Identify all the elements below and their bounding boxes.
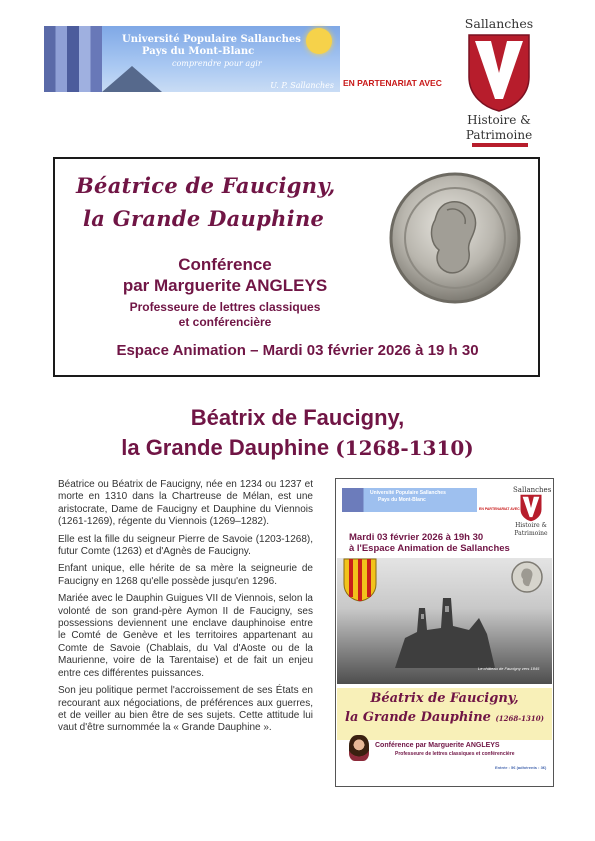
partnership-label: EN PARTENARIAT AVEC: [343, 78, 442, 88]
conference-label: Conférence: [178, 255, 272, 274]
up-logo-line2: Pays du Mont-Blanc: [142, 46, 255, 57]
castle-ruin-icon: [395, 588, 495, 668]
mountain-icon: [102, 66, 162, 92]
poster-date-1: Mardi 03 février 2026 à 19h 30: [349, 532, 484, 543]
poster-script-2: [337, 710, 552, 725]
shield-v-icon: [467, 33, 531, 113]
event-script-title-2: la Grande Dauphine: [83, 206, 325, 231]
poster-partner-label: EN PARTENARIAT AVEC: [479, 507, 520, 511]
speaker-profession-2: et conférencière: [178, 315, 272, 329]
poster-sh-title: Sallanches: [513, 486, 552, 494]
bio-paragraph: Son jeu politique permet l'accroissement de ses États en recourant aux négociations, de préférences aux guerres, et de veiller au bien être de ses sujets. Cette attitude lui vaut d'être surnommée la « Grande Dauphine ».: [58, 685, 313, 734]
poster-entry-fee: Entrée : 5€ (adhérents : 3€): [495, 765, 547, 770]
poster-conference: Conférence par Marguerite ANGLEYS: [375, 742, 500, 749]
up-logo-tagline: comprendre pour agir: [172, 59, 262, 68]
bio-paragraph: Béatrice ou Béatrix de Faucigny, née en 1234 ou 1237 et morte en 1310 dans la Chartreuse de Mélan, est une aristocrate, Dame de Faucigny et Dauphine du Viennois (1261-1269), régente du Viennois (1269–1282).: [58, 479, 313, 528]
seal-image: [387, 170, 523, 306]
sh-logo-sub1: Histoire &: [467, 113, 531, 127]
event-place-date: Espace Animation – Mardi 03 février 2026 à 19 h 30: [116, 342, 479, 359]
poster-script-2-text: la Grande Dauphine: [345, 710, 491, 725]
up-logo-line1: Université Populaire Sallanches: [122, 34, 301, 45]
speaker-profession-1: Professeure de lettres classiques: [129, 300, 321, 314]
sun-icon: [306, 28, 332, 54]
up-sallanches-logo: [44, 26, 340, 92]
article-title-years: (1268-1310): [335, 436, 474, 460]
article-title-2-text: la Grande Dauphine: [121, 435, 330, 460]
bio-paragraph: Elle est la fille du seigneur Pierre de Savoie (1203-1268), futur Comte (1263) et d'Agnès de Faucigny.: [58, 533, 313, 558]
speaker-portrait: [349, 735, 369, 761]
poster-up-line2: Pays du Mont-Blanc: [378, 497, 426, 503]
poster-script-years: (1268-1310): [495, 714, 544, 723]
up-logo-signature: U. P. Sallanches: [270, 81, 334, 90]
article-title-1: Béatrix de Faucigny,: [190, 405, 405, 430]
bio-paragraph: Mariée avec le Dauphin Guigues VII de Viennois, selon la volonté de son grand-père Aymon II de Faucigny, ses possessions deviennent une enclave dauphinoise entre le Comté de Genève et les territoires appartenant au Comte de Savoie (Chablais, du Val d'Aoste ou de la Maurienne, voire de la Tarentaise) et de fait un enjeu entre ces différentes puissances.: [58, 593, 313, 679]
poster-photo-caption: Le château de Faucigny vers 1845: [478, 666, 540, 671]
poster-profession: Professeure de lettres classiques et conférencière: [395, 751, 515, 757]
speaker-name: par Marguerite ANGLEYS: [122, 276, 328, 295]
sh-logo-underline: [472, 143, 528, 147]
event-script-title-1: Béatrice de Faucigny,: [76, 173, 336, 198]
poster-script-1: Béatrix de Faucigny,: [370, 691, 519, 706]
sh-logo-title: Sallanches: [464, 16, 534, 31]
up-logo-banner: [102, 26, 340, 92]
coat-of-arms-icon: [343, 558, 377, 602]
poster-shield-icon: [517, 494, 545, 522]
sh-logo-sub2: Patrimoine: [465, 128, 533, 142]
poster-sh-sub2: Patrimoine: [514, 530, 548, 537]
poster-up-line1: Université Populaire Sallanches: [370, 490, 446, 496]
biography-text: [58, 479, 313, 740]
article-title-2: [0, 435, 595, 461]
figures-icon: [44, 26, 102, 92]
poster-sh-sub1: Histoire &: [515, 522, 547, 529]
poster-seal-icon: [511, 561, 543, 593]
bio-paragraph: Enfant unique, elle hérite de sa mère la seigneurie de Faucigny en 1268 qu'elle possède jusqu'en 1296.: [58, 563, 313, 587]
poster-date-2: à l'Espace Animation de Sallanches: [349, 543, 510, 554]
